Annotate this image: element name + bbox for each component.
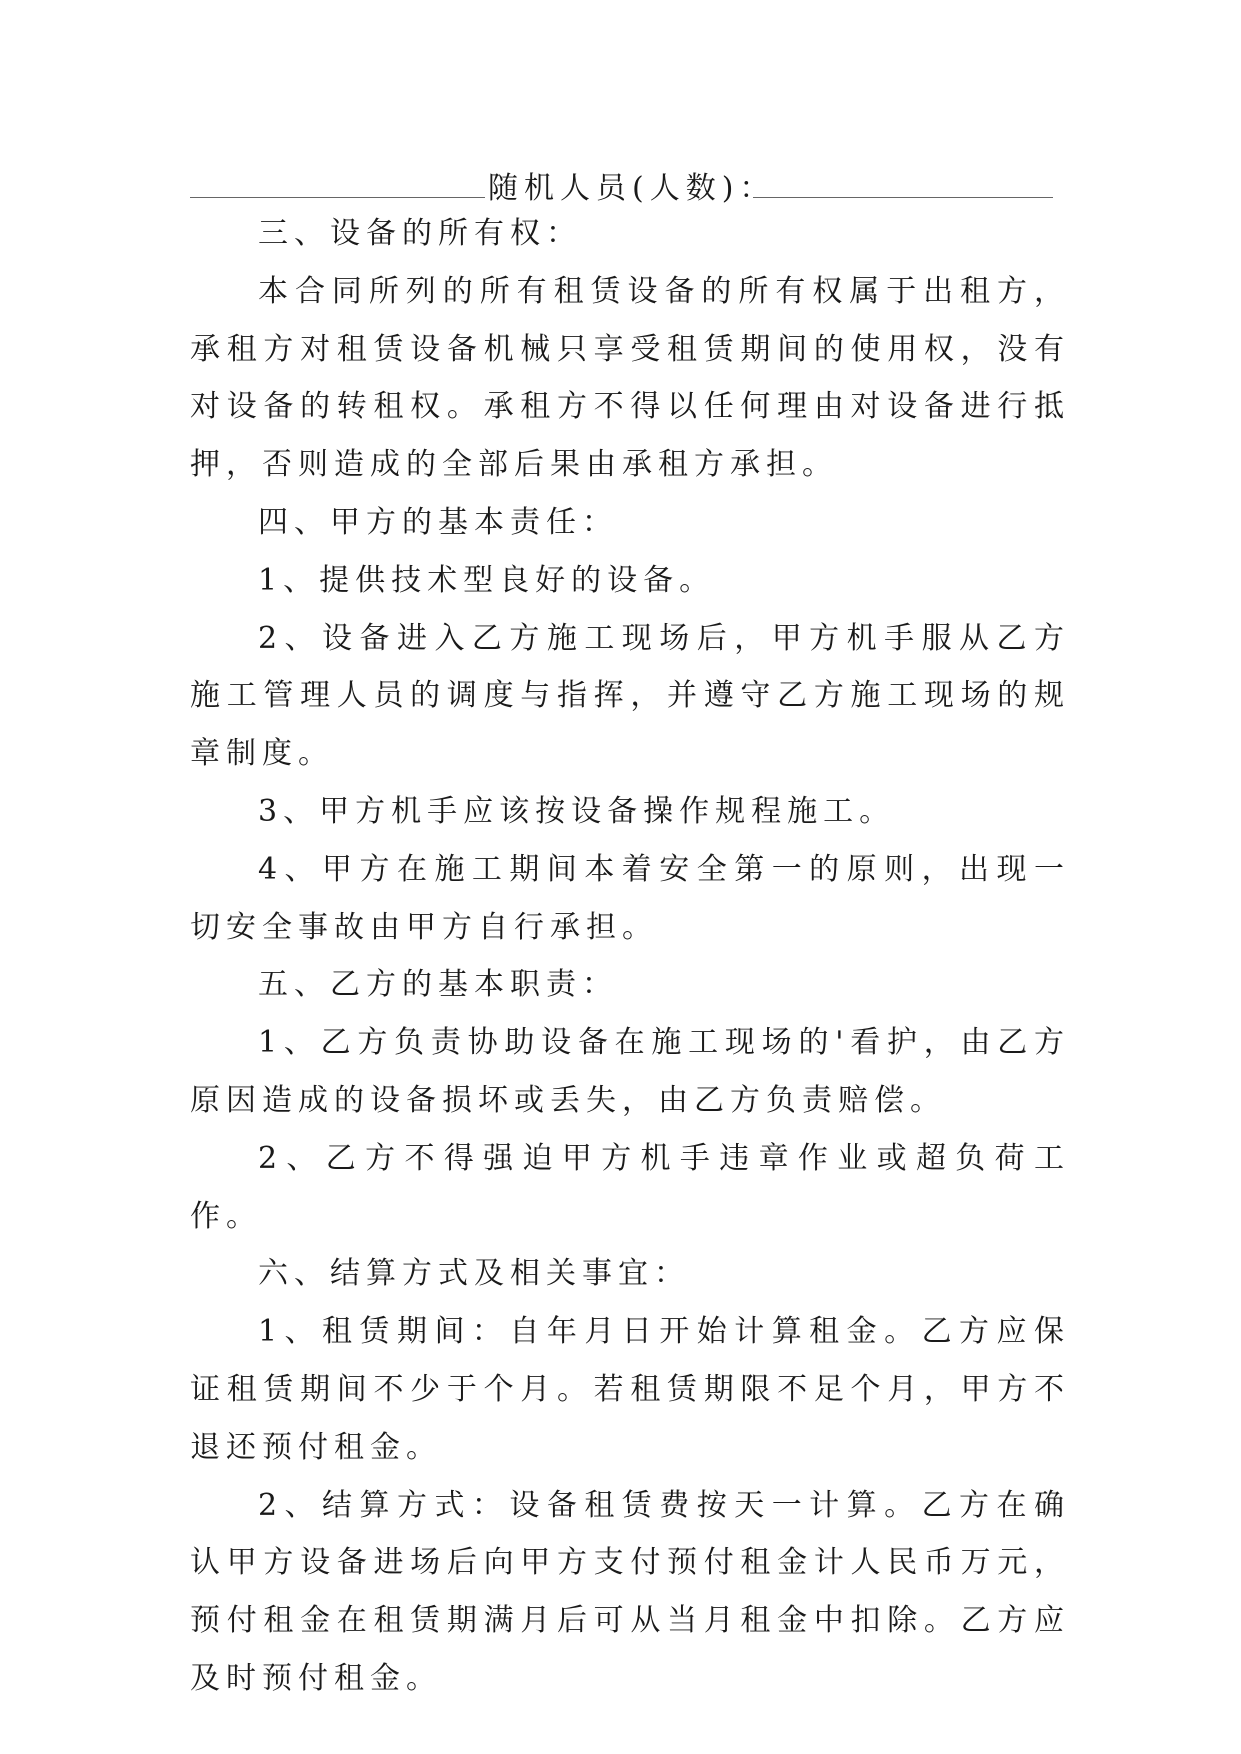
section-heading-ownership: 三、设备的所有权： bbox=[258, 216, 582, 251]
clause-settlement-1: 1、租赁期间：自年月日开始计算租金。乙方应保证租赁期间不少于个月。若租赁期限不足个月，甲方不退还预付租金。 bbox=[190, 1314, 1070, 1465]
clause-settlement-2: 2、结算方式：设备租赁费按天一计算。乙方在确认甲方设备进场后向甲方支付预付租金计人民币万元，预付租金在租赁期满月后可从当月租金中扣除。乙方应及时预付租金。 bbox=[190, 1487, 1070, 1696]
document-page bbox=[190, 157, 1070, 1708]
blank-underline-left bbox=[190, 197, 485, 198]
clause-a-2: 2、设备进入乙方施工现场后，甲方机手服从乙方施工管理人员的调度与指挥，并遵守乙方施工现场的规章制度。 bbox=[190, 620, 1070, 772]
personnel-line bbox=[190, 157, 1070, 205]
clause-a-1: 1、提供技术型良好的设备。 bbox=[258, 562, 716, 598]
personnel-label: 随机人员(人数)： bbox=[488, 171, 776, 206]
clause-a-3: 3、甲方机手应该按设备操作规程施工。 bbox=[258, 793, 896, 829]
clause-b-1: 1、乙方负责协助设备在施工现场的'看护，由乙方原因造成的设备损坏或丢失，由乙方负责赔偿。 bbox=[190, 1025, 1070, 1118]
blank-underline-right bbox=[753, 197, 1053, 198]
section-heading-party-a: 四、甲方的基本责任： bbox=[258, 504, 618, 540]
clause-b-2: 2、乙方不得强迫甲方机手违章作业或超负荷工作。 bbox=[190, 1140, 1070, 1234]
section-heading-settlement: 六、结算方式及相关事宜： bbox=[258, 1256, 690, 1292]
section-heading-party-b: 五、乙方的基本职责： bbox=[258, 967, 618, 1003]
clause-a-4: 4、甲方在施工期间本着安全第一的原则，出现一切安全事故由甲方自行承担。 bbox=[190, 851, 1070, 945]
paragraph-ownership: 本合同所列的所有租赁设备的所有权属于出租方，承租方对租赁设备机械只享受租赁期间的使用权，没有对设备的转租权。承租方不得以任何理由对设备进行抵押，否则造成的全部后果由承租方承担。 bbox=[190, 273, 1070, 483]
